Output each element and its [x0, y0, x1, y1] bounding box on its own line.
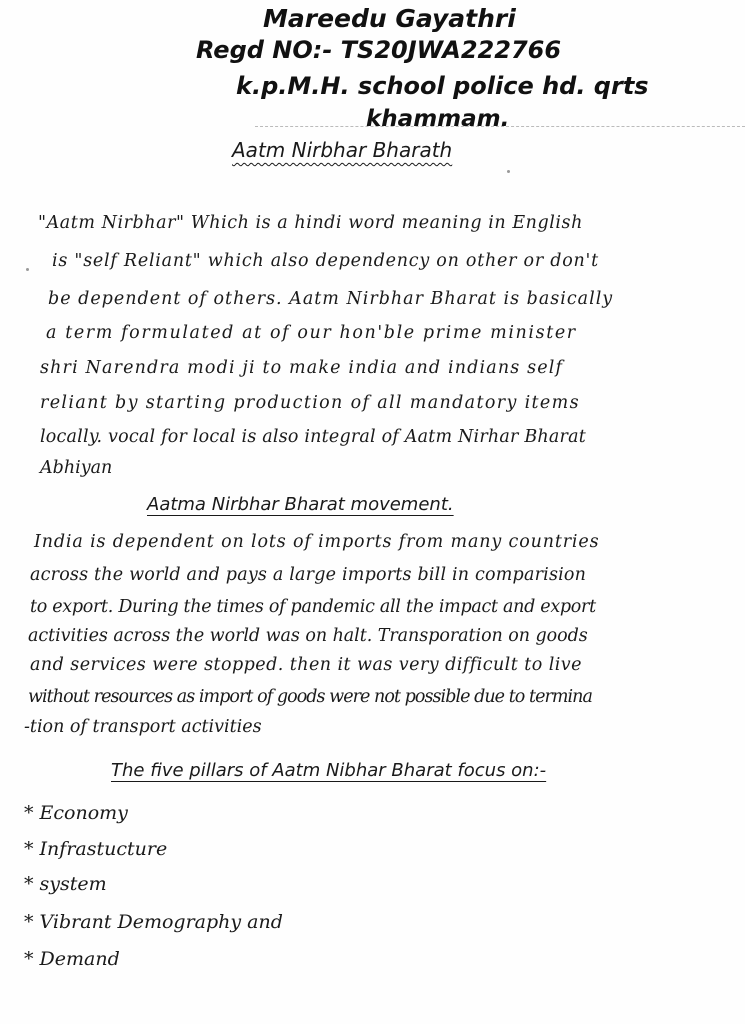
movement-line: without resources as import of goods were not possible due to termina	[28, 687, 592, 707]
movement-line: and services were stopped. then it was very difficult to live	[30, 655, 582, 675]
pillar-item-system: * system	[24, 873, 107, 895]
intro-line: "Aatm Nirbhar" Which is a hindi word meaning in English	[38, 213, 583, 233]
essay-title: Aatm Nirbhar Bharath	[232, 138, 453, 162]
pillars-heading: The five pillars of Aatm Nibhar Bharat focus on:-	[111, 760, 547, 781]
movement-line: across the world and pays a large imports bill in comparision	[30, 565, 587, 585]
scan-speck	[507, 170, 510, 173]
pillar-item-demography: * Vibrant Demography and	[24, 911, 283, 933]
pillar-item-infrastructure: * Infrastucture	[24, 838, 168, 860]
registration-number: Regd NO:- TS20JWA222766	[196, 36, 562, 64]
city-name: khammam.	[366, 106, 510, 132]
intro-line: reliant by starting production of all mandatory items	[40, 393, 580, 413]
student-name: Mareedu Gayathri	[263, 4, 516, 33]
intro-line: locally. vocal for local is also integral of Aatm Nirhar Bharat	[40, 427, 586, 447]
intro-line: be dependent of others. Aatm Nirbhar Bharat is basically	[48, 289, 614, 309]
faint-ruled-line	[255, 126, 745, 127]
scan-speck	[26, 268, 29, 271]
intro-line: shri Narendra modi ji to make india and indians self	[40, 358, 564, 378]
movement-line: to export. During the times of pandemic all the impact and export	[30, 597, 596, 617]
intro-line: a term formulated at of our hon'ble prime minister	[46, 323, 577, 343]
pillar-item-demand: * Demand	[24, 948, 120, 970]
intro-line: Abhiyan	[40, 458, 113, 478]
movement-heading: Aatma Nirbhar Bharat movement.	[147, 494, 454, 515]
pillar-item-economy: * Economy	[24, 802, 128, 824]
movement-line: India is dependent on lots of imports from many countries	[34, 532, 600, 552]
movement-line: -tion of transport activities	[24, 717, 262, 737]
school-name: k.p.M.H. school police hd. qrts	[236, 72, 649, 100]
movement-line: activities across the world was on halt. Transporation on goods	[28, 626, 588, 646]
intro-line: is "self Reliant" which also dependency on other or don't	[52, 251, 599, 271]
